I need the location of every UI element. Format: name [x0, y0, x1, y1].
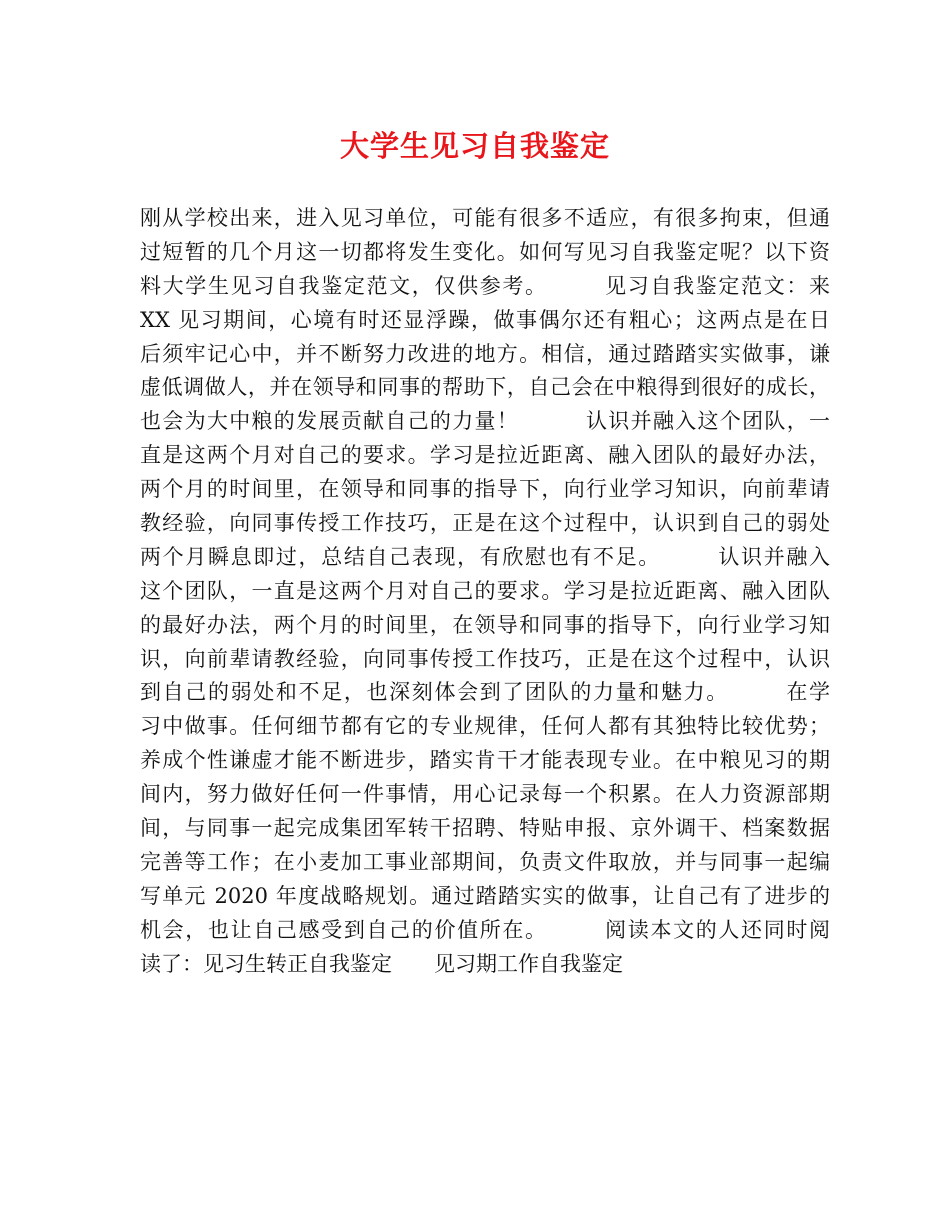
body-line: 间内，努力做好任何一件事情，用心记录每一个积累。在人力资源部期 [140, 782, 830, 807]
body-line: 间，与同事一起完成集团军转干招聘、特贴申报、京外调干、档案数据 [140, 816, 830, 841]
body-line: 也会为大中粮的发展贡献自己的力量！ 认识并融入这个团队，一 [140, 409, 830, 434]
body-line: 教经验，向同事传授工作技巧，正是在这个过程中，认识到自己的弱处 [140, 511, 830, 536]
body-line: 两个月瞬息即过，总结自己表现，有欣慰也有不足。 认识并融入 [140, 544, 830, 569]
body-line: 机会，也让自己感受到自己的价值所在。 阅读本文的人还同时阅 [140, 917, 830, 942]
body-line: 读了：见习生转正自我鉴定 见习期工作自我鉴定 [140, 951, 623, 976]
body-line: 刚从学校出来，进入见习单位，可能有很多不适应，有很多拘束，但通 [140, 206, 830, 230]
body-line: 虚低调做人，并在领导和同事的帮助下，自己会在中粮得到很好的成长， [140, 375, 830, 400]
body-line: 直是这两个月对自己的要求。学习是拉近距离、融入团队的最好办法， [140, 443, 830, 468]
body-line: 过短暂的几个月这一切都将发生变化。如何写见习自我鉴定呢？以下资 [140, 239, 830, 264]
body-line: 料大学生见习自我鉴定范文，仅供参考。 见习自我鉴定范文：来 [140, 273, 830, 298]
body-line: 的最好办法，两个月的时间里，在领导和同事的指导下，向行业学习知 [140, 612, 830, 637]
body-line: 养成个性谦虚才能不断进步，踏实肯干才能表现专业。在中粮见习的期 [140, 748, 830, 773]
body-line: 到自己的弱处和不足，也深刻体会到了团队的力量和魅力。 在学 [140, 680, 830, 705]
body-line: 后须牢记心中，并不断努力改进的地方。相信，通过踏踏实实做事，谦 [140, 341, 830, 366]
body-line: 识，向前辈请教经验，向同事传授工作技巧，正是在这个过程中，认识 [140, 646, 830, 671]
body-line: 写单元 2020 年度战略规划。通过踏踏实实的做事，让自己有了进步的 [140, 883, 830, 908]
body-line: 两个月的时间里，在领导和同事的指导下，向行业学习知识，向前辈请 [140, 477, 830, 502]
body-line: XX 见习期间，心境有时还显浮躁，做事偶尔还有粗心；这两点是在日 [140, 307, 830, 332]
body-line: 这个团队，一直是这两个月对自己的要求。学习是拉近距离、融入团队 [140, 578, 830, 603]
document-body [140, 202, 830, 981]
document-title: 大学生见习自我鉴定 [339, 129, 610, 163]
body-line: 习中做事。任何细节都有它的专业规律，任何人都有其独特比较优势； [140, 714, 830, 739]
body-line: 完善等工作；在小麦加工事业部期间，负责文件取放，并与同事一起编 [140, 849, 830, 874]
